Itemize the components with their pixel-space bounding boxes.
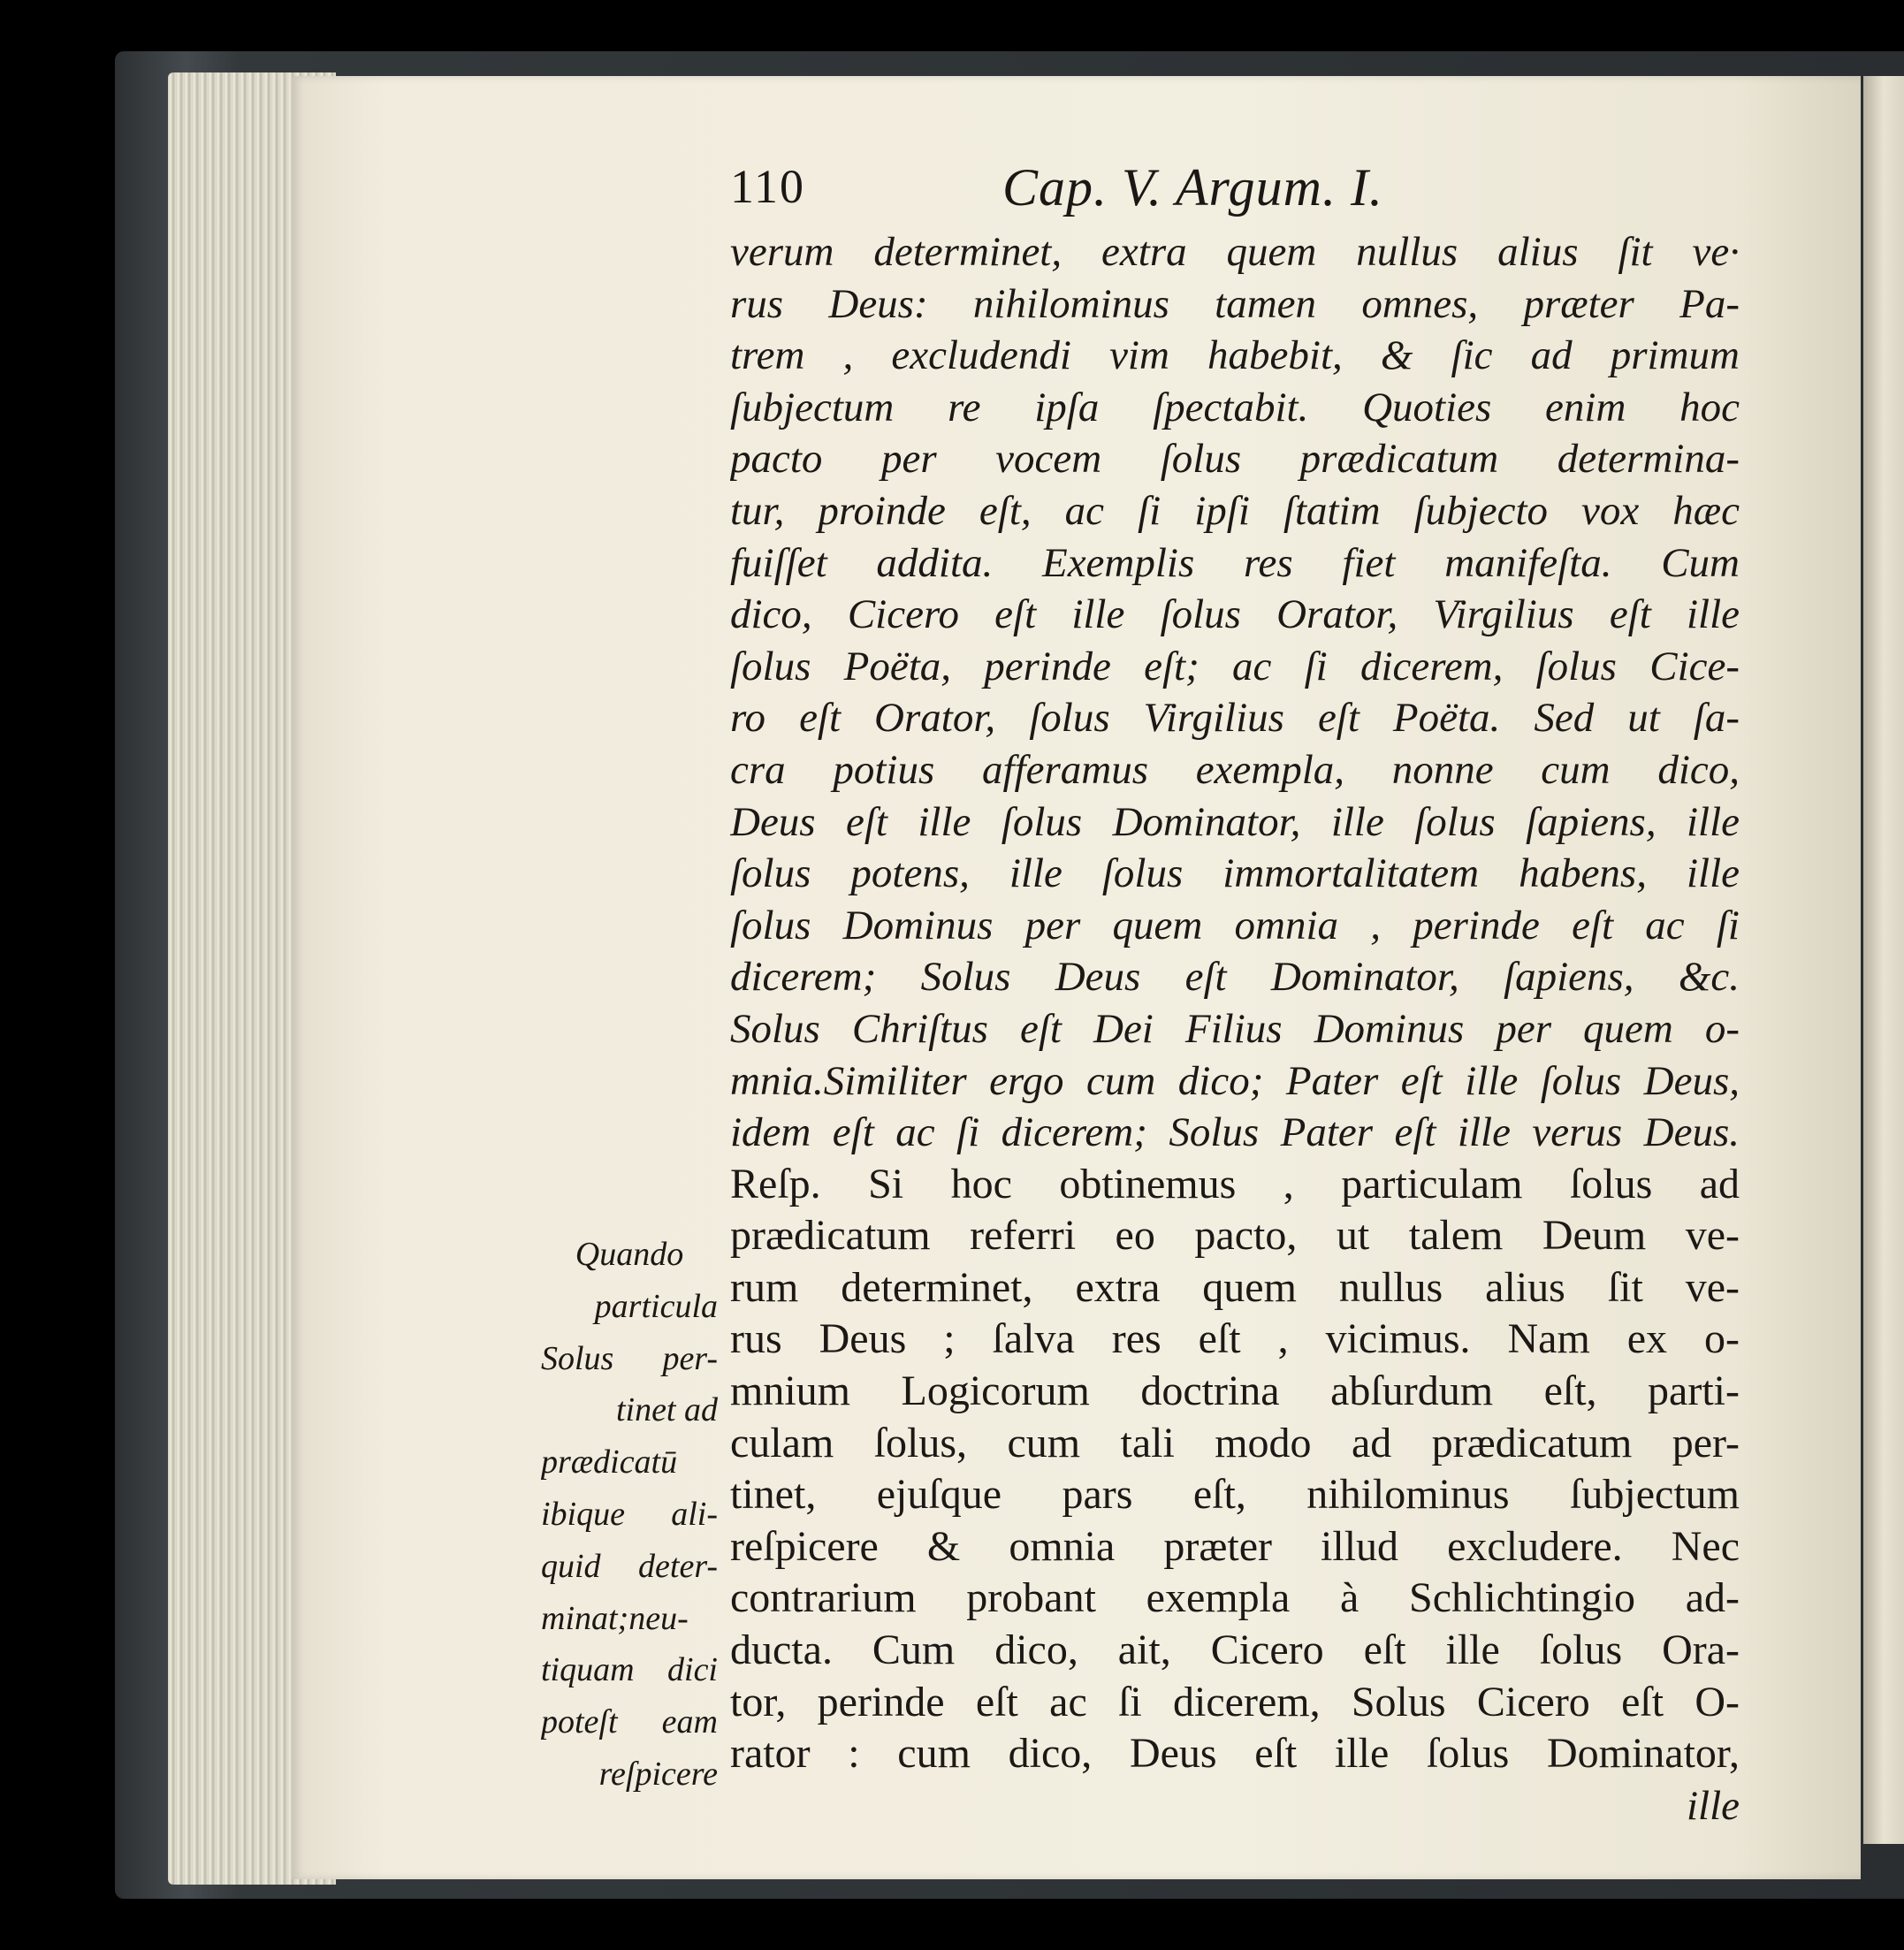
catchword: ille (1686, 1782, 1740, 1829)
text-line: dicerem; Solus Deus eſt Dominator, ſapiens, &c. (730, 954, 1740, 1001)
text-line: tinet, ejuſque pars eſt, nihilominus ſubjectum (730, 1471, 1740, 1519)
text-line: ro eſt Orator, ſolus Virgilius eſt Poëta. Sed ut ſa- (730, 695, 1740, 742)
text-line: reſpicere & omnia præter illud excludere. Nec (730, 1522, 1740, 1570)
facing-page-edge (1863, 76, 1904, 1844)
text-line: tor, perinde eſt ac ſi dicerem, Solus Cicero eſt O- (730, 1678, 1740, 1725)
text-line: ſolus Dominus per quem omnia , perinde eſt ac ſi (730, 902, 1740, 948)
margin-note-line: minat;neu- (541, 1599, 689, 1637)
margin-note-line: quid deter- (541, 1547, 718, 1585)
text-line: pacto per vocem ſolus prædicatum determina- (730, 436, 1740, 483)
text-line: ſolus potens, ille ſolus immortalitatem habens, ille (730, 850, 1740, 897)
running-head (730, 157, 1773, 225)
margin-note-line: Quando (575, 1236, 684, 1273)
text-line: Deus eſt ille ſolus Dominator, ille ſolus ſapiens, ille (730, 798, 1740, 845)
margin-note-line: particula (594, 1287, 718, 1325)
text-line: Solus Chriſtus eſt Dei Filius Dominus per quem o- (730, 1005, 1740, 1052)
text-line: ducta. Cum dico, ait, Cicero eſt ille ſolus Ora- (730, 1626, 1740, 1674)
text-line: trem , excludendi vim habebit, & ſic ad primum (730, 332, 1740, 379)
text-line: fuiſſet addita. Exemplis res fiet manifeſta. Cum (730, 539, 1740, 586)
text-line: verum determinet, extra quem nullus alius ſit ve· (730, 229, 1740, 275)
text-line: mnium Logicorum doctrina abſurdum eſt, parti- (730, 1367, 1740, 1415)
text-line: rus Deus: nihilominus tamen omnes, præter Pa- (730, 280, 1740, 327)
text-line: tur, proinde eſt, ac ſi ipſi ſtatim ſubjecto vox hæc (730, 487, 1740, 534)
text-line: Reſp. Si hoc obtinemus , particulam ſolus ad (730, 1160, 1740, 1207)
text-line: dico, Cicero eſt ille ſolus Orator, Virgilius eſt ille (730, 591, 1740, 638)
margin-note-line: Solus per- (541, 1339, 718, 1377)
margin-note-line: tiquam dici (541, 1651, 718, 1689)
text-line: culam ſolus, cum tali modo ad prædicatum per- (730, 1419, 1740, 1466)
text-line: contrarium probant exempla à Schlichtingio ad- (730, 1574, 1740, 1622)
page-number: 110 (730, 160, 805, 213)
text-line: ſolus Poëta, perinde eſt; ac ſi dicerem, ſolus Cice- (730, 643, 1740, 689)
body-text (730, 226, 1740, 1832)
margin-note-line: reſpicere (598, 1755, 718, 1793)
text-line: idem eſt ac ſi dicerem; Solus Pater eſt ille verus Deus. (730, 1109, 1740, 1156)
text-line: prædicatum referri eo pacto, ut talem Deum ve- (730, 1212, 1740, 1260)
margin-note-line: poteſt eam (541, 1703, 718, 1741)
text-line: ſubjectum re ipſa ſpectabit. Quoties enim hoc (730, 384, 1740, 430)
text-line: cra potius afferamus exempla, nonne cum dico, (730, 746, 1740, 793)
margin-note-line: ibique ali- (541, 1495, 718, 1533)
margin-note-line: prædicatū (541, 1443, 678, 1482)
text-line: mnia.Similiter ergo cum dico; Pater eſt ille ſolus Deus, (730, 1057, 1740, 1104)
marginal-note (541, 1229, 718, 1801)
text-line: rator : cum dico, Deus eſt ille ſolus Dominator, (730, 1730, 1740, 1778)
text-line: rum determinet, extra quem nullus alius ſit ve- (730, 1263, 1740, 1311)
text-line: rus Deus ; ſalva res eſt , vicimus. Nam ex o- (730, 1315, 1740, 1363)
margin-note-line: tinet ad (615, 1391, 718, 1429)
running-head-title: Cap. V. Argum. I. (1002, 158, 1383, 217)
